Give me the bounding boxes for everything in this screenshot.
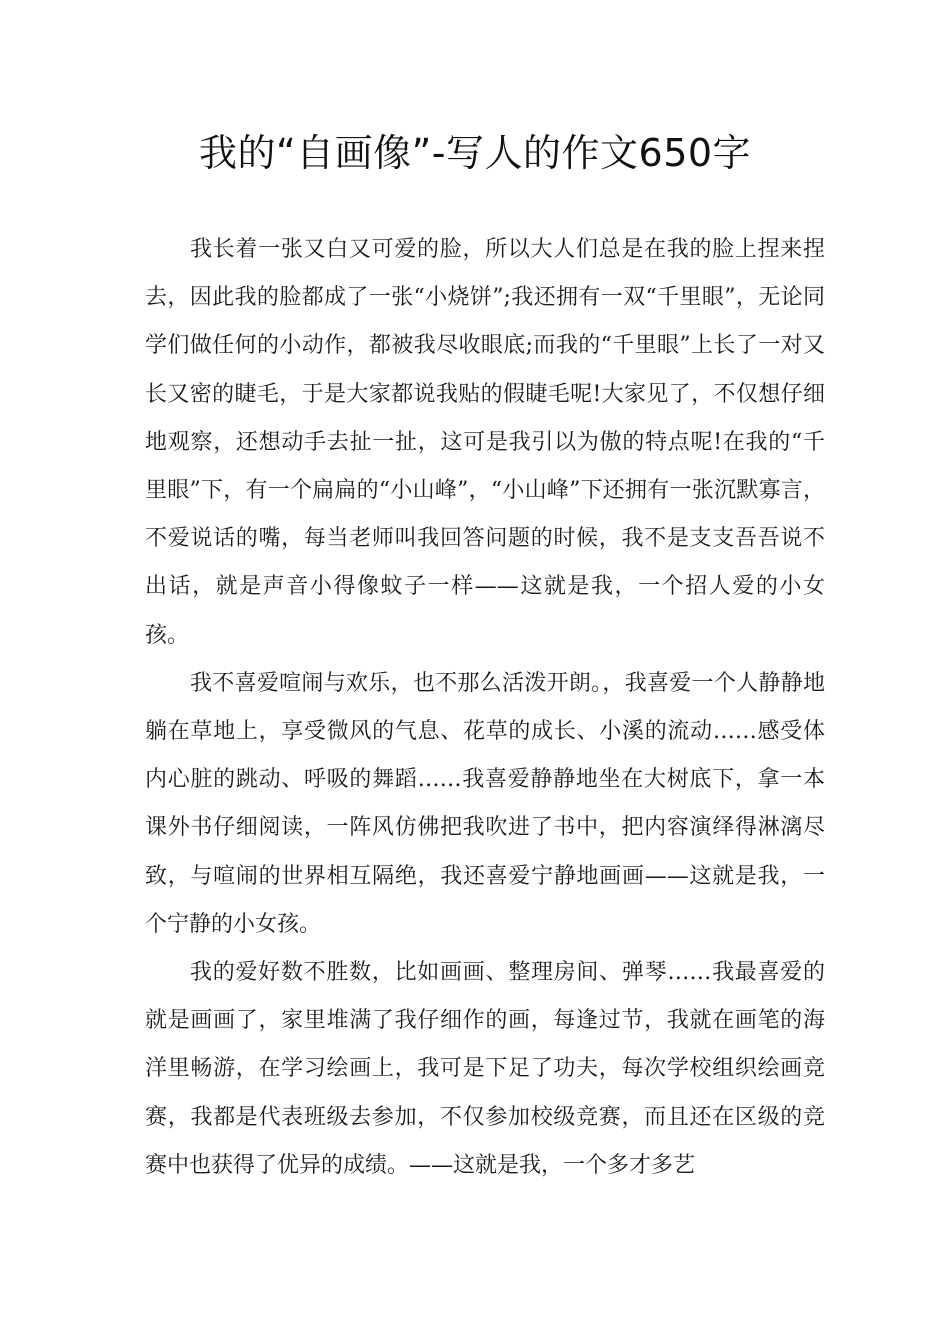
paragraph-1: 我长着一张又白又可爱的脸，所以大人们总是在我的脸上捏来捏去，因此我的脸都成了一张“小烧饼”;我还拥有一双“千里眼”，无论同学们做任何的小动作，都被我尽收眼底;而我的“千里眼”上长了一对又长又密的睫毛，于是大家都说我贴的假睫毛呢!大家见了，不仅想仔细地观察，还想动手去扯一扯，这可是我引以为傲的特点呢!在我的“千里眼”下，有一个扁扁的“小山峰”，“小山峰”下还拥有一张沉默寡言，不爱说话的嘴，每当老师叫我回答问题的时候，我不是支支吾吾说不出话，就是声音小得像蚊子一样——这就是我，一个招人爱的小女孩。 [145,237,825,648]
document-body [145,226,825,1190]
paragraph-3: 我的爱好数不胜数，比如画画、整理房间、弹琴……我最喜爱的就是画画了，家里堆满了我仔细作的画，每逢过节，我就在画笔的海洋里畅游，在学习绘画上，我可是下足了功夫，每次学校组织绘画竞赛，我都是代表班级去参加，不仅参加校级竞赛，而且还在区级的竞赛中也获得了优异的成绩。——这就是我，一个多才多艺 [145,960,825,1178]
paragraph-2: 我不喜爱喧闹与欢乐，也不那么活泼开朗。，我喜爱一个人静静地躺在草地上，享受微风的气息、花草的成长、小溪的流动……感受体内心脏的跳动、呼吸的舞蹈……我喜爱静静地坐在大树底下，拿一本课外书仔细阅读，一阵风仿佛把我吹进了书中，把内容演绎得淋漓尽致，与喧闹的世界相互隔绝，我还喜爱宁静地画画——这就是我，一个宁静的小女孩。 [145,670,825,937]
document-title: 我的“自画像”-写人的作文650字 [198,131,752,175]
